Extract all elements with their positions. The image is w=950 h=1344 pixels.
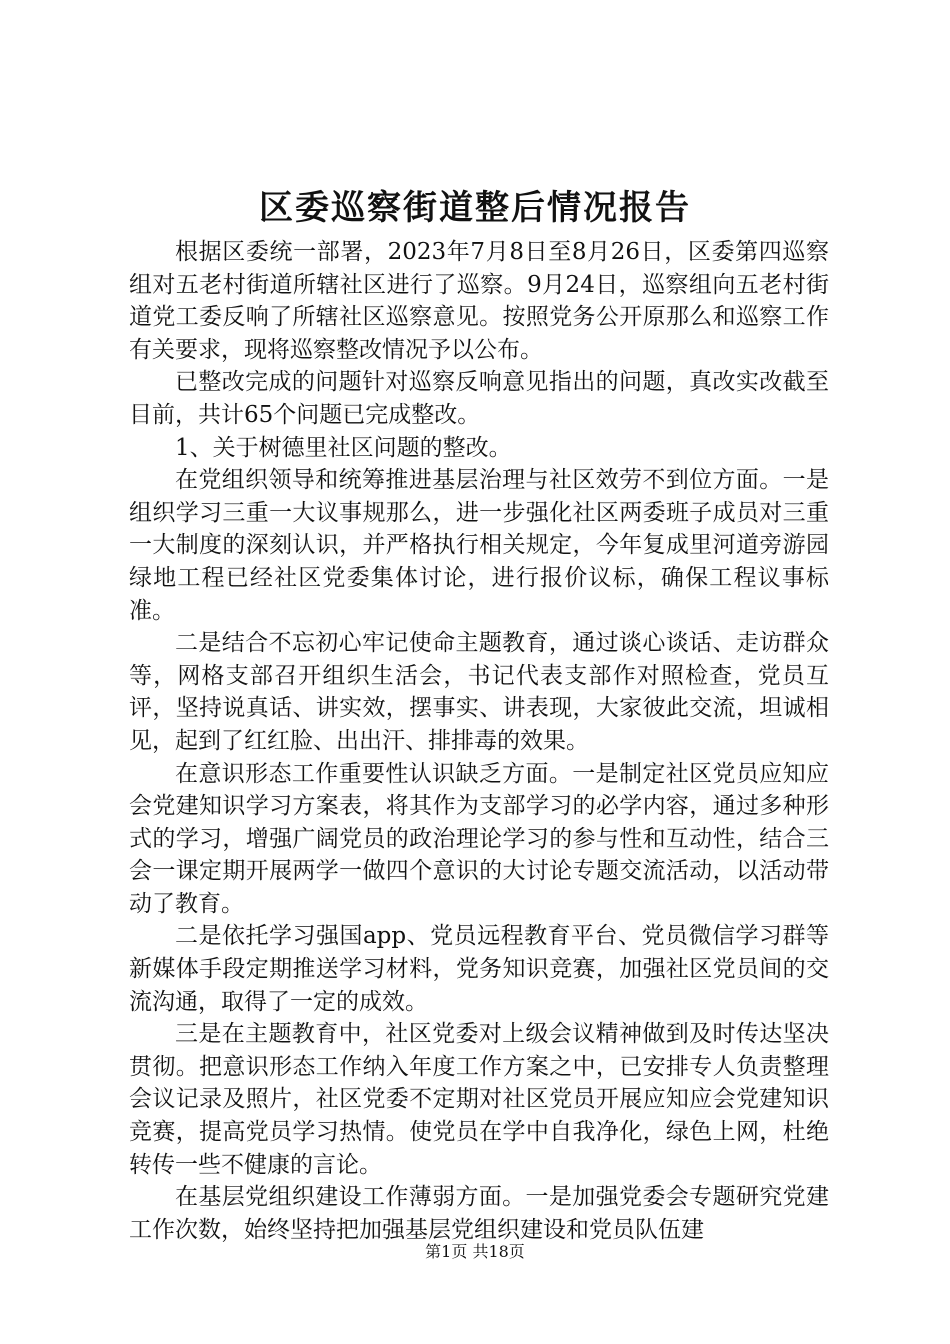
paragraph: 已整改完成的问题针对巡察反响意见指出的问题，真改实改截至目前，共计65个问题已完成整改。 <box>129 369 829 428</box>
paragraph: 二是依托学习强国app、党员远程教育平台、党员微信学习群等新媒体手段定期推送学习材料，党务知识竞赛，加强社区党员间的交流沟通，取得了一定的成效。 <box>129 923 829 1015</box>
paragraph: 在党组织领导和统筹推进基层治理与社区效劳不到位方面。一是组织学习三重一大议事规那么，进一步强化社区两委班子成员对三重一大制度的深刻认识，并严格执行相关规定，今年复成里河道旁游园绿地工程已经社区党委集体讨论，进行报价议标，确保工程议事标准。 <box>129 467 829 624</box>
page-number-footer: 第1页 共18页 <box>425 1242 525 1261</box>
document-body <box>129 236 829 1246</box>
paragraph: 在基层党组织建设工作薄弱方面。一是加强党委会专题研究党建工作次数，始终坚持把加强基层党组织建设和党员队伍建 <box>129 1184 829 1243</box>
paragraph: 二是结合不忘初心牢记使命主题教育，通过谈心谈话、走访群众等，网格支部召开组织生活会，书记代表支部作对照检查，党员互评，坚持说真话、讲实效，摆事实、讲表现，大家彼此交流，坦诚相见，起到了红红脸、出出汗、排排毒的效果。 <box>129 630 829 754</box>
document-title: 区委巡察街道整后情况报告 <box>259 188 691 228</box>
paragraph: 三是在主题教育中，社区党委对上级会议精神做到及时传达坚决贯彻。把意识形态工作纳入年度工作方案之中，已安排专人负责整理会议记录及照片，社区党委不定期对社区党员开展应知应会党建知识竞赛，提高党员学习热情。使党员在学中自我净化，绿色上网，杜绝转传一些不健康的言论。 <box>129 1021 829 1178</box>
paragraph: 在意识形态工作重要性认识缺乏方面。一是制定社区党员应知应会党建知识学习方案表，将其作为支部学习的必学内容，通过多种形式的学习，增强广阔党员的政治理论学习的参与性和互动性，结合三会一课定期开展两学一做四个意识的大讨论专题交流活动，以活动带动了教育。 <box>129 760 829 917</box>
paragraph: 1、关于树德里社区问题的整改。 <box>175 434 512 461</box>
paragraph: 根据区委统一部署，2023年7月8日至8月26日，区委第四巡察组对五老村街道所辖社区进行了巡察。9月24日，巡察组向五老村街道党工委反响了所辖社区巡察意见。按照党务公开原那么和巡察工作有关要求，现将巡察整改情况予以公布。 <box>129 239 829 363</box>
